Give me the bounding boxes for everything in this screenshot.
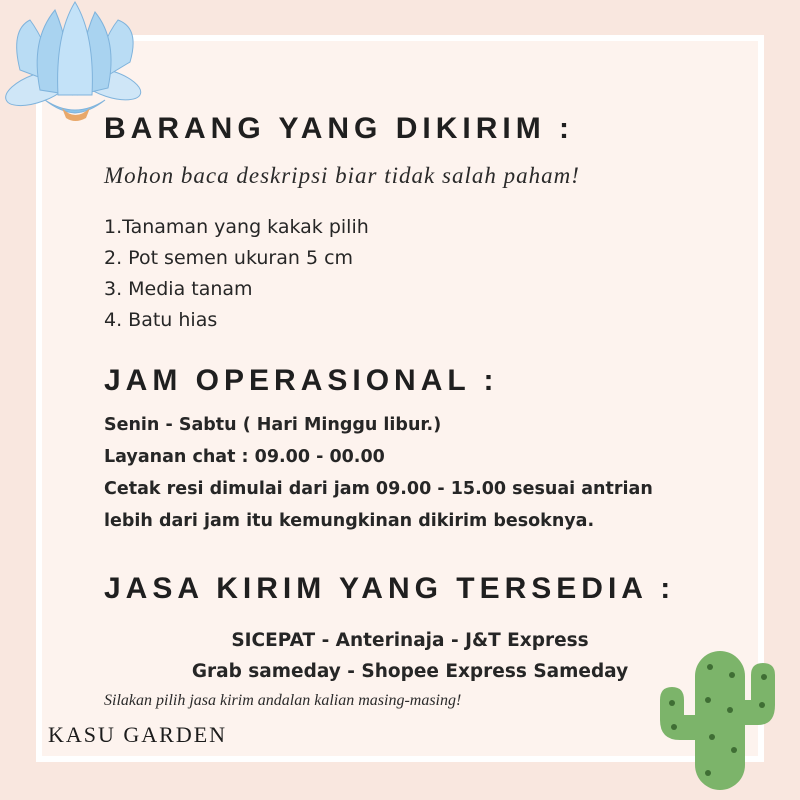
items-subtitle: Mohon baca deskripsi biar tidak salah paham! xyxy=(104,163,580,188)
lotus-flower-icon xyxy=(0,0,150,130)
couriers-line-1: SICEPAT - Anterinaja - J&T Express xyxy=(231,630,589,651)
items-heading: BARANG YANG DIKIRIM : xyxy=(104,112,575,145)
list-item: 2. Pot semen ukuran 5 cm xyxy=(104,247,354,269)
hours-details xyxy=(104,409,653,537)
hours-line: lebih dari jam itu kemungkinan dikirim besoknya. xyxy=(104,511,595,531)
list-item: 1.Tanaman yang kakak pilih xyxy=(104,216,369,238)
hours-line: Layanan chat : 09.00 - 00.00 xyxy=(104,447,385,467)
hours-line: Cetak resi dimulai dari jam 09.00 - 15.00 sesuai antrian xyxy=(104,479,653,499)
brand-name: KASU GARDEN xyxy=(48,722,228,747)
list-item: 3. Media tanam xyxy=(104,278,253,300)
cactus-icon xyxy=(650,645,790,790)
couriers-heading: JASA KIRIM YANG TERSEDIA : xyxy=(104,572,676,605)
list-item: 4. Batu hias xyxy=(104,309,218,331)
items-list xyxy=(104,212,369,336)
couriers-line-2: Grab sameday - Shopee Express Sameday xyxy=(191,661,629,682)
couriers-note: Silakan pilih jasa kirim andalan kalian masing-masing! xyxy=(104,692,462,709)
hours-heading: JAM OPERASIONAL : xyxy=(104,364,499,397)
hours-line: Senin - Sabtu ( Hari Minggu libur.) xyxy=(104,415,442,435)
